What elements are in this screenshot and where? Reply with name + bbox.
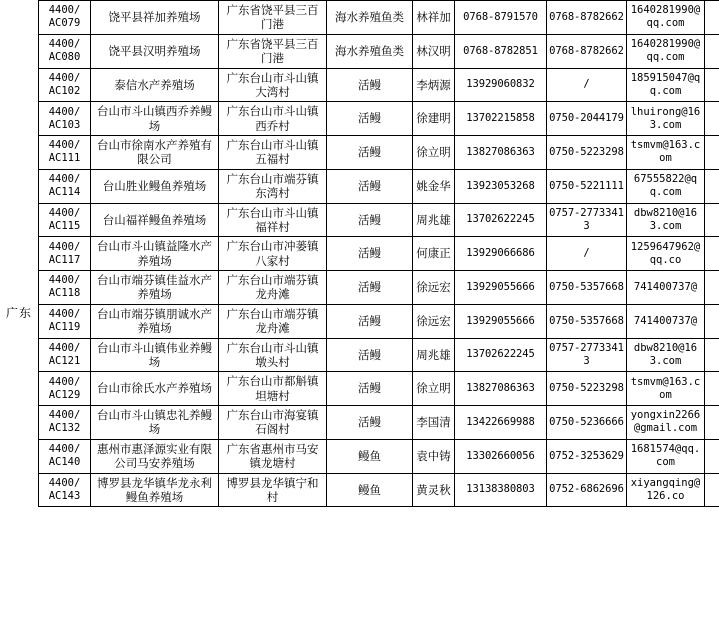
cell-phone: 13923053268 [455, 169, 547, 203]
cell-contact: 徐立明 [413, 372, 455, 406]
cell-spacer [705, 271, 719, 305]
table-row [39, 1, 719, 35]
table-row [39, 68, 719, 102]
cell-code: 4400/ AC079 [39, 1, 91, 35]
cell-contact: 何康正 [413, 237, 455, 271]
cell-email: 1640281990@qq.com [627, 34, 705, 68]
cell-fax: 0752-6862696 [547, 473, 627, 507]
cell-fax: 0750-5223298 [547, 372, 627, 406]
cell-phone: 13929060832 [455, 68, 547, 102]
cell-spacer [705, 237, 719, 271]
cell-email: yongxin2266@gmail.com [627, 406, 705, 440]
cell-species: 海水养殖鱼类 [327, 34, 413, 68]
cell-spacer [705, 372, 719, 406]
cell-name: 台山市斗山镇西乔养鳗场 [91, 102, 219, 136]
cell-phone: 13422669988 [455, 406, 547, 440]
cell-code: 4400/ AC080 [39, 34, 91, 68]
cell-species: 鳗鱼 [327, 439, 413, 473]
cell-contact: 周兆雄 [413, 203, 455, 237]
cell-email: tsmvm@163.com [627, 372, 705, 406]
cell-phone: 0768-8791570 [455, 1, 547, 35]
cell-phone: 13302660056 [455, 439, 547, 473]
cell-address: 广东台山市斗山镇大湾村 [219, 68, 327, 102]
cell-species: 活鳗 [327, 304, 413, 338]
cell-phone: 13929055666 [455, 271, 547, 305]
cell-address: 广东台山市都斛镇坦塘村 [219, 372, 327, 406]
cell-contact: 黄灵秋 [413, 473, 455, 507]
cell-phone: 13702622245 [455, 203, 547, 237]
cell-spacer [705, 473, 719, 507]
cell-contact: 姚金华 [413, 169, 455, 203]
cell-species: 活鳗 [327, 406, 413, 440]
table-row [39, 473, 719, 507]
cell-spacer [705, 338, 719, 372]
cell-fax: 0757-27733413 [547, 338, 627, 372]
cell-phone: 13702215858 [455, 102, 547, 136]
cell-code: 4400/ AC121 [39, 338, 91, 372]
cell-code: 4400/ AC143 [39, 473, 91, 507]
cell-email: dbw8210@163.com [627, 203, 705, 237]
cell-email: 185915047@qq.com [627, 68, 705, 102]
cell-species: 活鳗 [327, 68, 413, 102]
cell-email: 1640281990@qq.com [627, 1, 705, 35]
cell-address: 广东台山市斗山镇五福村 [219, 136, 327, 170]
cell-name: 泰信水产养殖场 [91, 68, 219, 102]
table-row [39, 34, 719, 68]
cell-code: 4400/ AC119 [39, 304, 91, 338]
cell-name: 台山市斗山镇忠礼养鳗场 [91, 406, 219, 440]
cell-contact: 李国清 [413, 406, 455, 440]
cell-code: 4400/ AC114 [39, 169, 91, 203]
cell-species: 活鳗 [327, 237, 413, 271]
cell-fax: 0752-3253629 [547, 439, 627, 473]
cell-species: 活鳗 [327, 169, 413, 203]
table-row [39, 102, 719, 136]
cell-email: tsmvm@163.com [627, 136, 705, 170]
cell-fax: 0768-8782662 [547, 1, 627, 35]
cell-name: 台山市徐南水产养殖有限公司 [91, 136, 219, 170]
cell-species: 活鳗 [327, 136, 413, 170]
cell-name: 台山市端芬镇朋诚水产养殖场 [91, 304, 219, 338]
cell-spacer [705, 203, 719, 237]
cell-email: lhuirong@163.com [627, 102, 705, 136]
cell-address: 广东台山市端芬镇东湾村 [219, 169, 327, 203]
cell-contact: 李炳源 [413, 68, 455, 102]
cell-contact: 林祥加 [413, 1, 455, 35]
cell-address: 广东台山市端芬镇龙舟滩 [219, 271, 327, 305]
cell-spacer [705, 102, 719, 136]
cell-code: 4400/ AC115 [39, 203, 91, 237]
cell-spacer [705, 439, 719, 473]
cell-fax: 0750-2044179 [547, 102, 627, 136]
cell-fax: 0750-5221111 [547, 169, 627, 203]
table-row [39, 169, 719, 203]
table-row [39, 439, 719, 473]
cell-contact: 徐远宏 [413, 304, 455, 338]
table-row [39, 203, 719, 237]
cell-name: 饶平县祥加养殖场 [91, 1, 219, 35]
cell-fax: 0750-5236666 [547, 406, 627, 440]
cell-address: 广东省饶平县三百门港 [219, 1, 327, 35]
cell-email: 741400737@ [627, 304, 705, 338]
cell-species: 海水养殖鱼类 [327, 1, 413, 35]
cell-contact: 徐立明 [413, 136, 455, 170]
cell-fax: / [547, 237, 627, 271]
cell-species: 活鳗 [327, 271, 413, 305]
table-row [39, 304, 719, 338]
cell-address: 广东台山市斗山镇西乔村 [219, 102, 327, 136]
cell-name: 惠州市惠泽源实业有限公司马安养殖场 [91, 439, 219, 473]
cell-name: 台山市斗山镇益隆水产养殖场 [91, 237, 219, 271]
province-label: 广东 [5, 306, 32, 320]
cell-phone: 13138380803 [455, 473, 547, 507]
table-row [39, 338, 719, 372]
cell-spacer [705, 169, 719, 203]
cell-spacer [705, 136, 719, 170]
cell-contact: 周兆雄 [413, 338, 455, 372]
cell-address: 广东省饶平县三百门港 [219, 34, 327, 68]
cell-species: 活鳗 [327, 203, 413, 237]
cell-address: 广东台山市端芬镇龙舟滩 [219, 304, 327, 338]
cell-address: 广东台山市冲蒌镇八家村 [219, 237, 327, 271]
cell-email: 741400737@ [627, 271, 705, 305]
cell-spacer [705, 68, 719, 102]
cell-phone: 13929066686 [455, 237, 547, 271]
cell-code: 4400/ AC140 [39, 439, 91, 473]
cell-address: 博罗县龙华镇宁和村 [219, 473, 327, 507]
cell-email: 67555822@qq.com [627, 169, 705, 203]
cell-species: 活鳗 [327, 372, 413, 406]
cell-spacer [705, 1, 719, 35]
cell-fax: 0750-5357668 [547, 304, 627, 338]
cell-phone: 13827086363 [455, 136, 547, 170]
cell-name: 台山市端芬镇佳益水产养殖场 [91, 271, 219, 305]
cell-contact: 林汉明 [413, 34, 455, 68]
table-row [39, 271, 719, 305]
cell-address: 广东省惠州市马安镇龙塘村 [219, 439, 327, 473]
cell-code: 4400/ AC103 [39, 102, 91, 136]
aquaculture-facility-table [38, 0, 719, 507]
cell-fax: 0750-5357668 [547, 271, 627, 305]
cell-email: 1681574@qq.com [627, 439, 705, 473]
cell-code: 4400/ AC102 [39, 68, 91, 102]
cell-species: 活鳗 [327, 338, 413, 372]
cell-contact: 徐远宏 [413, 271, 455, 305]
table-row [39, 372, 719, 406]
cell-name: 台山福祥鳗鱼养殖场 [91, 203, 219, 237]
cell-phone: 13702622245 [455, 338, 547, 372]
cell-code: 4400/ AC129 [39, 372, 91, 406]
cell-phone: 13929055666 [455, 304, 547, 338]
cell-email: xiyangqing@126.co [627, 473, 705, 507]
cell-email: 1259647962@qq.co [627, 237, 705, 271]
cell-name: 台山胜业鳗鱼养殖场 [91, 169, 219, 203]
cell-fax: 0750-5223298 [547, 136, 627, 170]
cell-code: 4400/ AC111 [39, 136, 91, 170]
cell-name: 台山市徐氏水产养殖场 [91, 372, 219, 406]
cell-name: 博罗县龙华镇华龙永利鳗鱼养殖场 [91, 473, 219, 507]
cell-contact: 袁中铸 [413, 439, 455, 473]
cell-name: 台山市斗山镇伟业养鳗场 [91, 338, 219, 372]
cell-fax: / [547, 68, 627, 102]
cell-spacer [705, 304, 719, 338]
table-row [39, 136, 719, 170]
cell-contact: 徐建明 [413, 102, 455, 136]
table-body [39, 1, 719, 507]
cell-spacer [705, 34, 719, 68]
cell-code: 4400/ AC117 [39, 237, 91, 271]
cell-email: dbw8210@163.com [627, 338, 705, 372]
cell-address: 广东台山市海宴镇石阁村 [219, 406, 327, 440]
cell-species: 活鳗 [327, 102, 413, 136]
cell-fax: 0757-27733413 [547, 203, 627, 237]
table-row [39, 237, 719, 271]
cell-name: 饶平县汉明养殖场 [91, 34, 219, 68]
cell-phone: 13827086363 [455, 372, 547, 406]
cell-code: 4400/ AC118 [39, 271, 91, 305]
cell-code: 4400/ AC132 [39, 406, 91, 440]
cell-fax: 0768-8782662 [547, 34, 627, 68]
table-row [39, 406, 719, 440]
cell-phone: 0768-8782851 [455, 34, 547, 68]
cell-species: 鳗鱼 [327, 473, 413, 507]
cell-address: 广东台山市斗山镇福祥村 [219, 203, 327, 237]
cell-address: 广东台山市斗山镇墩头村 [219, 338, 327, 372]
cell-spacer [705, 406, 719, 440]
